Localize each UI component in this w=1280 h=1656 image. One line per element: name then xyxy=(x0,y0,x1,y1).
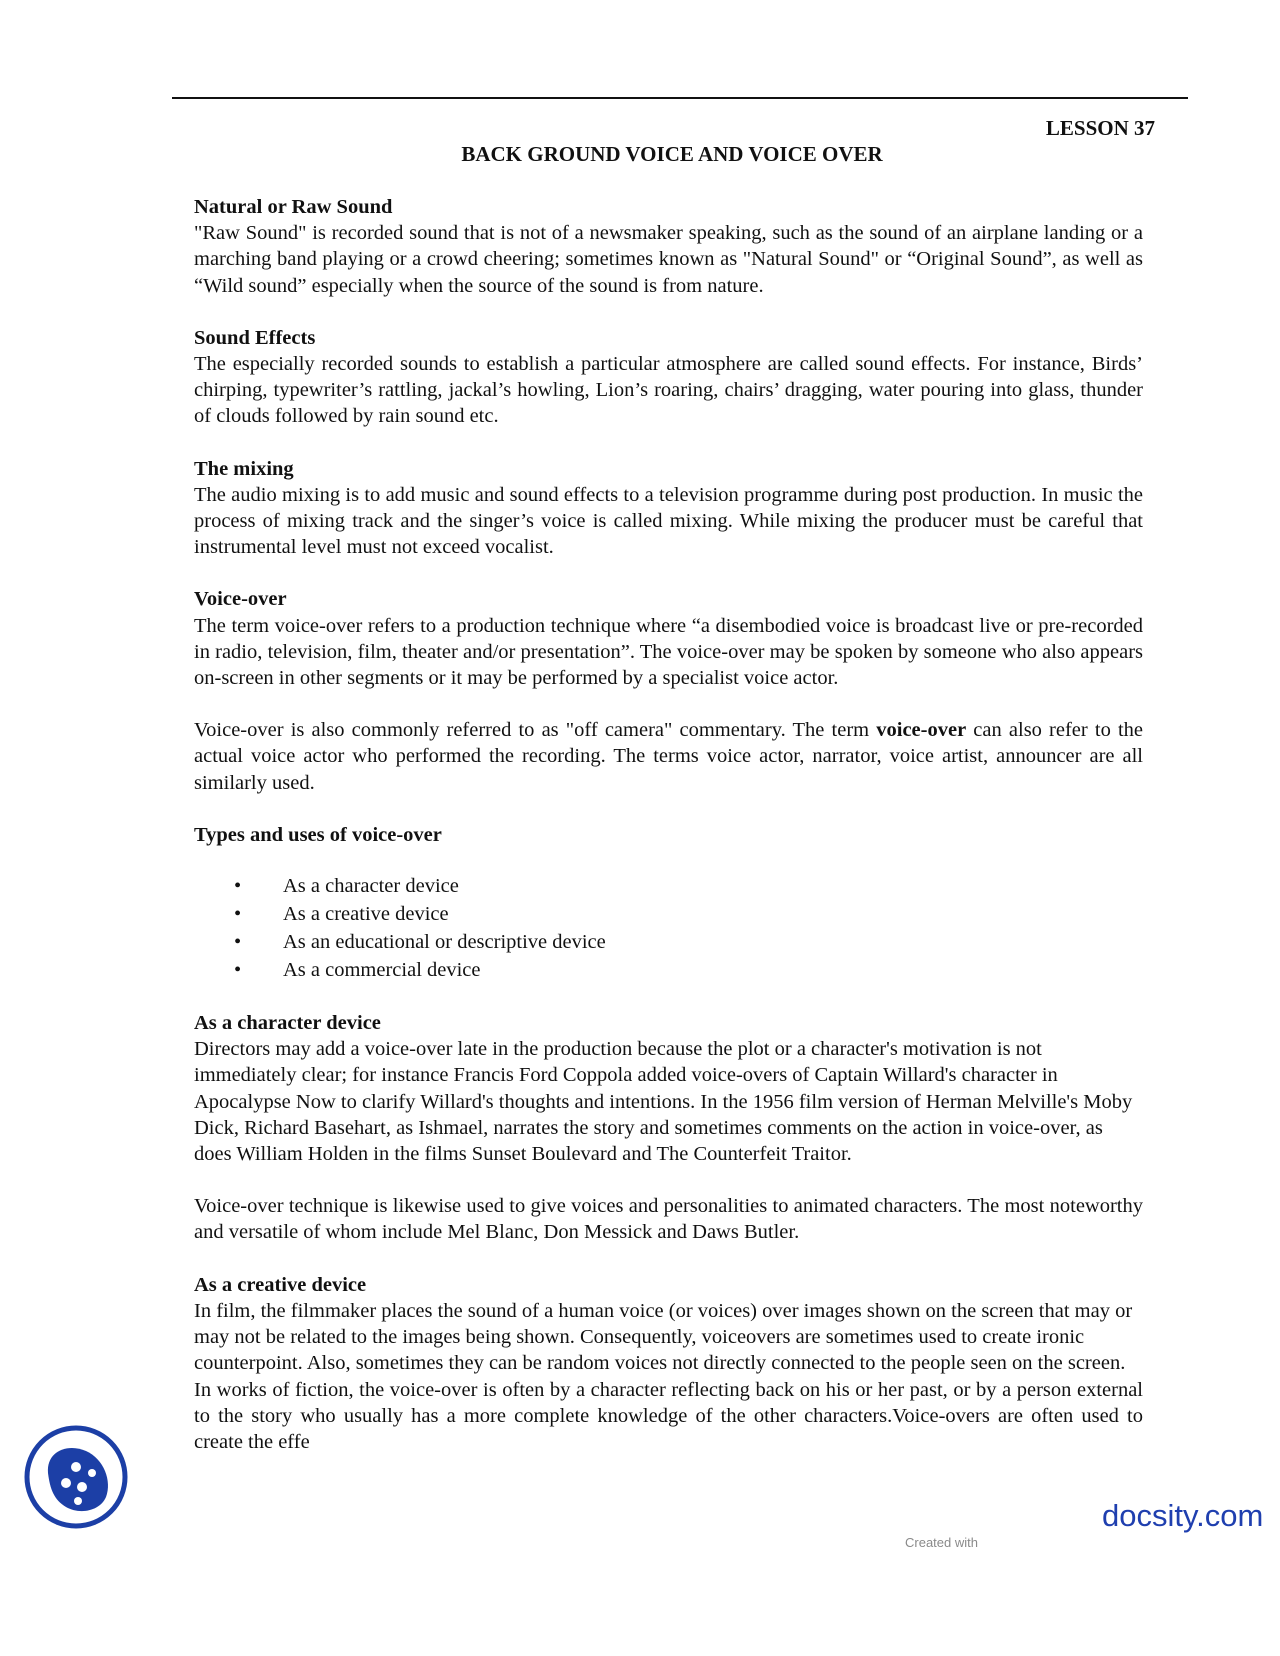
section-heading: The mixing xyxy=(194,457,294,480)
section-heading: Natural or Raw Sound xyxy=(194,196,393,218)
bold-term: voice-over xyxy=(876,719,967,742)
page-title: BACK GROUND VOICE AND VOICE OVER xyxy=(461,142,883,166)
lesson-number: LESSON 37 xyxy=(1045,116,1155,140)
paragraph: The term voice-over refers to a production technique where “a disembodied voice is broadcast live or pre-recorded in radio, television, film, theater and/or presentation”. The voice-over may be spoken by someone who also appears on-screen in other segments or it may be performed by a specialist voice actor. xyxy=(194,614,1143,690)
section-heading: Types and uses of voice-over xyxy=(194,823,442,846)
paragraph: Voice-over technique is likewise used to give voices and personalities to animated characters. The most noteworthy and versatile of whom include Mel Blanc, Don Messick and Daws Butler. xyxy=(194,1195,1143,1244)
section-heading: Sound Effects xyxy=(194,326,316,349)
bullet-icon: • xyxy=(234,959,242,982)
section-types xyxy=(194,822,1143,984)
docsity-logo-icon xyxy=(24,1425,128,1529)
section-sound-effects xyxy=(194,325,1143,430)
section-mixing xyxy=(194,456,1143,561)
brand-wordmark[interactable]: docsity.com xyxy=(1102,1498,1264,1533)
section-creative-device xyxy=(194,1272,1143,1455)
list-item-label: As a character device xyxy=(283,875,459,898)
list-item xyxy=(194,900,1143,928)
paragraph xyxy=(194,717,1143,796)
paragraph: The audio mixing is to add music and sound effects to a television programme during post production. In music the process of mixing track and the singer’s voice is called mixing. While mixing the producer must be careful that instrumental level must not exceed vocalist. xyxy=(194,483,1143,559)
section-heading: Voice-over xyxy=(194,588,287,611)
paragraph: In works of fiction, the voice-over is often by a character reflecting back on his or her past, or by a person external to the story who usually has a more complete knowledge of the other characters.Voice-overs are often used to create the effe xyxy=(194,1378,1143,1453)
top-rule xyxy=(172,97,1188,99)
paragraph: Directors may add a voice-over late in the production because the plot or a character's motivation is not immediately clear; for instance Francis Ford Coppola added voice-overs of Captain Willard's character in Apocalypse Now to clarify Willard's thoughts and intentions. In the 1956 film version of Herman Melville's Moby Dick, Richard Basehart, as Ishmael, narrates the story and sometimes comments on the action in voice-over, as does William Holden in the films Sunset Boulevard and The Counterfeit Traitor. xyxy=(194,1038,1133,1166)
paragraph: The especially recorded sounds to establish a particular atmosphere are called sound effects. For instance, Birds’ chirping, typewriter’s rattling, jackal’s howling, Lion’s roaring, chairs’ dragging, water pouring into glass, thunder of clouds followed by rain sound etc. xyxy=(194,353,1143,428)
text-run: can also refer to the actual voice actor who performed the recording. The terms voice actor, narrator, voice artist, announcer are all similarly used. xyxy=(194,719,1144,794)
bullet-icon: • xyxy=(234,875,242,898)
list-item-label: As a creative device xyxy=(283,903,449,926)
bullet-icon: • xyxy=(234,903,242,926)
list-item xyxy=(194,928,1143,956)
section-heading: As a character device xyxy=(194,1012,381,1035)
bullet-icon: • xyxy=(234,931,242,954)
text-run: Voice-over is also commonly referred to as "off camera" commentary. The term xyxy=(194,719,877,742)
section-voice-over xyxy=(194,586,1143,795)
section-character-device xyxy=(194,1010,1143,1246)
section-heading: As a creative device xyxy=(194,1273,367,1296)
paragraph: In film, the filmmaker places the sound of a human voice (or voices) over images shown on the screen that may or may not be related to the images being shown. Consequently, voiceovers are sometimes used to create ironic counterpoint. Also, sometimes they can be random voices not directly connected to the people seen on the screen. xyxy=(194,1299,1133,1375)
document-body xyxy=(194,194,1143,1455)
created-with-label: Created with xyxy=(905,1535,978,1550)
paragraph: "Raw Sound" is recorded sound that is not of a newsmaker speaking, such as the sound of an airplane landing or a marching band playing or a crowd cheering; sometimes known as "Natural Sound" or “Original Sound”, as well as “Wild sound” especially when the source of the sound is from nature. xyxy=(194,222,1143,297)
watermark-mask xyxy=(892,1472,1092,1542)
section-raw-sound xyxy=(194,194,1143,299)
types-list xyxy=(194,872,1143,984)
list-item-label: As an educational or descriptive device xyxy=(283,931,606,954)
list-item xyxy=(194,872,1143,900)
list-item-label: As a commercial device xyxy=(283,959,481,982)
list-item xyxy=(194,956,1143,984)
